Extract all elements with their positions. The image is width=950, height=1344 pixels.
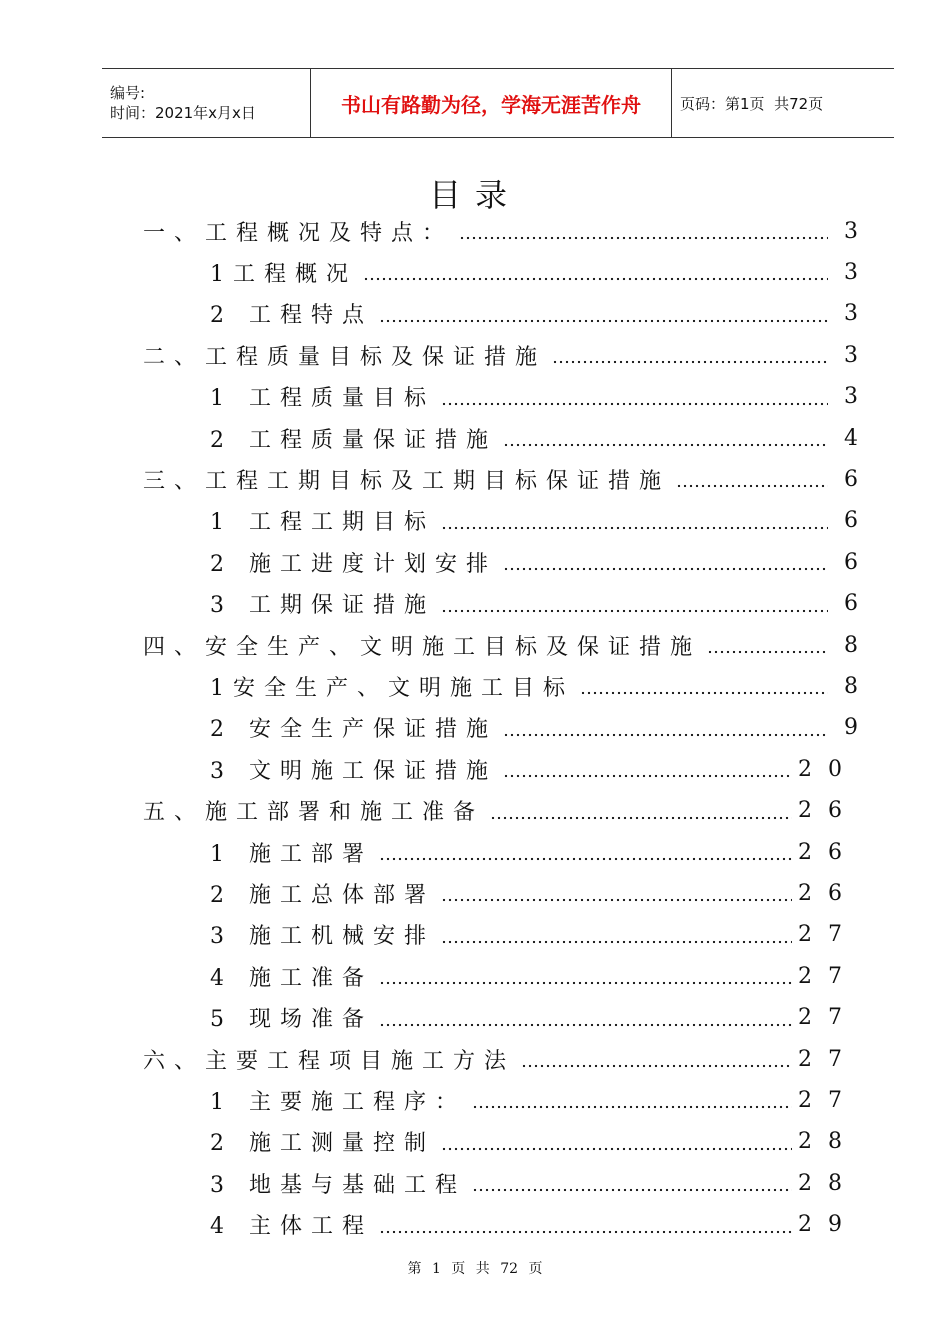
toc-leader-dots [441, 399, 828, 409]
toc-entry[interactable] [210, 417, 858, 459]
toc-leader-dots [441, 1144, 792, 1154]
toc-entry-page: 27 [798, 922, 858, 948]
number-label: 编号: [110, 84, 146, 102]
toc-entry-page: 9 [844, 715, 858, 741]
time-label: 时间：2021年x月x日 [110, 104, 256, 122]
toc-entry[interactable] [210, 293, 858, 335]
toc-entry[interactable] [210, 1162, 858, 1204]
toc-entry[interactable] [143, 334, 858, 376]
toc-leader-dots [379, 316, 828, 326]
toc-entry-label: 五、施工部署和施工准备 [143, 800, 485, 826]
toc-leader-dots [441, 937, 792, 947]
toc-entry-label: 二、工程质量目标及保证措施 [143, 344, 547, 370]
toc-leader-dots [363, 274, 828, 284]
toc-leader-dots [379, 1227, 792, 1237]
page-header [102, 68, 894, 138]
toc-entry-page: 20 [798, 756, 858, 782]
toc-entry-label: 3 文明施工保证措施 [210, 758, 497, 784]
toc-entry-label: 2 施工总体部署 [210, 882, 435, 908]
toc-entry-label: 2 安全生产保证措施 [210, 717, 497, 743]
toc-entry[interactable] [210, 251, 858, 293]
toc-leader-dots [379, 854, 792, 864]
toc-leader-dots [472, 1102, 792, 1112]
toc-entry-label: 4 施工准备 [210, 965, 373, 991]
toc-entry-label: 一、工程概况及特点： [143, 220, 454, 246]
toc-leader-dots [521, 1061, 792, 1071]
toc-entry-page: 6 [844, 508, 858, 534]
toc-entry-label: 4 主体工程 [210, 1214, 373, 1240]
toc-entry-page: 26 [798, 798, 858, 824]
toc-entry-label: 5 现场准备 [210, 1007, 373, 1033]
toc-entry[interactable] [210, 1079, 858, 1121]
toc-entry-label: 1 工程工期目标 [210, 510, 435, 536]
toc-leader-dots [503, 730, 828, 740]
toc-entry[interactable] [143, 1038, 858, 1080]
toc-leader-dots [379, 1020, 792, 1030]
header-page-info [672, 69, 894, 137]
toc-entry-page: 26 [798, 839, 858, 865]
toc-entry[interactable] [143, 210, 858, 252]
toc-entry-label: 1 主要施工程序： [210, 1089, 466, 1115]
toc-entry[interactable] [210, 955, 858, 997]
toc-entry-page: 6 [844, 591, 858, 617]
toc-leader-dots [441, 606, 828, 616]
toc-leader-dots [503, 771, 792, 781]
toc-entry-label: 2 施工进度计划安排 [210, 551, 497, 577]
toc-entry[interactable] [210, 1121, 858, 1163]
toc-entry-page: 6 [844, 549, 858, 575]
toc-entry-label: 3 工期保证措施 [210, 593, 435, 619]
toc-entry[interactable] [210, 541, 858, 583]
toc-entry[interactable] [210, 500, 858, 542]
toc-entry-page: 27 [798, 1087, 858, 1113]
toc-leader-dots [441, 523, 828, 533]
toc-entry[interactable] [210, 1204, 858, 1246]
page-footer: 第 1 页 共 72 页 [407, 1261, 543, 1277]
page-info-text: 页码：第1页 共72页 [680, 94, 824, 113]
toc-entry-label: 2 工程质量保证措施 [210, 427, 497, 453]
toc-leader-dots [490, 813, 792, 823]
toc-entry[interactable] [143, 458, 858, 500]
toc-entry-page: 27 [798, 963, 858, 989]
toc-entry-label: 1 施工部署 [210, 841, 373, 867]
toc-entry-page: 8 [844, 632, 858, 658]
toc-leader-dots [580, 688, 828, 698]
toc-leader-dots [707, 647, 828, 657]
toc-entry[interactable] [210, 997, 858, 1039]
toc-entry-page: 3 [844, 218, 858, 244]
toc-entry-page: 3 [844, 301, 858, 327]
toc-entry-label: 六、主要工程项目施工方法 [143, 1048, 516, 1074]
toc-leader-dots [503, 440, 828, 450]
toc-entry[interactable] [210, 665, 858, 707]
toc-entry[interactable] [210, 376, 858, 418]
toc-entry-label: 1工程概况 [210, 261, 357, 287]
toc-entry[interactable] [210, 831, 858, 873]
toc-leader-dots [441, 895, 792, 905]
toc-entry-label: 2 施工测量控制 [210, 1131, 435, 1157]
toc-entry-label: 1 工程质量目标 [210, 386, 435, 412]
header-meta [102, 69, 310, 137]
toc-leader-dots [472, 1185, 792, 1195]
toc-entry-page: 6 [844, 466, 858, 492]
toc-entry-page: 3 [844, 384, 858, 410]
toc-entry[interactable] [210, 583, 858, 625]
page-title: 目录 [428, 176, 521, 214]
toc-entry-page: 4 [844, 425, 858, 451]
toc-entry-page: 3 [844, 342, 858, 368]
toc-leader-dots [676, 481, 828, 491]
toc-entry-label: 三、工程工期目标及工期目标保证措施 [143, 468, 671, 494]
toc-entry-page: 28 [798, 1170, 858, 1196]
toc-entry[interactable] [210, 872, 858, 914]
toc-entry-label: 四、安全生产、文明施工目标及保证措施 [143, 634, 702, 660]
toc-entry-page: 26 [798, 880, 858, 906]
toc-entry[interactable] [143, 790, 858, 832]
toc-entry-label: 1安全生产、文明施工目标 [210, 675, 574, 701]
toc-entry-page: 27 [798, 1046, 858, 1072]
toc-entry[interactable] [210, 914, 858, 956]
toc-entry[interactable] [210, 748, 858, 790]
toc-entry[interactable] [143, 624, 858, 666]
toc-entry-page: 3 [844, 259, 858, 285]
toc-entry-label: 3 地基与基础工程 [210, 1172, 466, 1198]
toc-entry-page: 28 [798, 1129, 858, 1155]
toc-entry[interactable] [210, 707, 858, 749]
toc-leader-dots [552, 357, 828, 367]
toc-entry-page: 29 [798, 1212, 858, 1238]
toc-leader-dots [459, 233, 828, 243]
toc-entry-label: 2 工程特点 [210, 303, 373, 329]
toc-leader-dots [503, 564, 828, 574]
toc-entry-page: 27 [798, 1005, 858, 1031]
header-motto: 书山有路勤为径，学海无涯苦作舟 [310, 69, 672, 137]
toc-leader-dots [379, 978, 792, 988]
toc-entry-page: 8 [844, 673, 858, 699]
toc-entry-label: 3 施工机械安排 [210, 924, 435, 950]
